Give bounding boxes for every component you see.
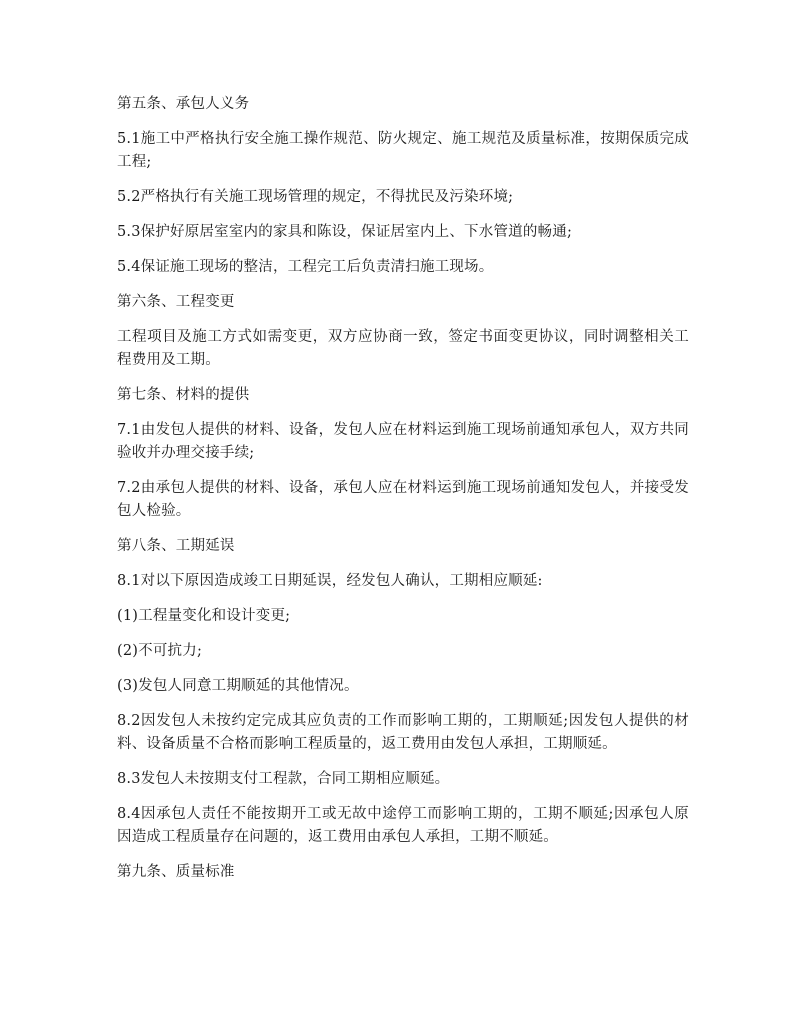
clause-5-3: 5.3保护好原居室室内的家具和陈设，保证居室内上、下水管道的畅通; [117,224,573,240]
clause-8-1-item-3: (3)发包人同意工期顺延的其他情况。 [117,678,359,694]
clause-8-4: 8.4因承包人责任不能按期开工或无故中途停工而影响工期的，工期不顺延;因承包人原因造成工程质量存在问题的，返工费用由承包人承担，工期不顺延。 [117,806,689,845]
section-heading-6: 第六条、工程变更 [117,294,235,310]
clause-8-2: 8.2因发包人未按约定完成其应负责的工作而影响工期的，工期顺延;因发包人提供的材料、设备质量不合格而影响工程质量的，返工费用由发包人承担，工期顺延。 [117,713,689,752]
clause-5-4: 5.4保证施工现场的整洁，工程完工后负责清扫施工现场。 [117,259,494,275]
section-heading-9: 第九条、质量标准 [117,864,235,880]
clause-7-1: 7.1由发包人提供的材料、设备，发包人应在材料运到施工现场前通知承包人，双方共同验收并办理交接手续; [117,422,689,461]
clause-5-1: 5.1施工中严格执行安全施工操作规范、防火规定、施工规范及质量标准，按期保质完成工程; [117,131,689,170]
clause-8-1-item-2: (2)不可抗力; [117,643,203,659]
document-page [117,93,689,896]
clause-8-1: 8.1对以下原因造成竣工日期延误，经发包人确认，工期相应顺延: [117,573,543,589]
section-heading-8: 第八条、工期延误 [117,538,235,554]
clause-6-body: 工程项目及施工方式如需变更，双方应协商一致，签定书面变更协议，同时调整相关工程费用及工期。 [117,329,689,368]
clause-8-1-item-1: (1)工程量变化和设计变更; [117,608,291,624]
clause-7-2: 7.2由承包人提供的材料、设备，承包人应在材料运到施工现场前通知发包人，并接受发包人检验。 [117,480,689,519]
clause-8-3: 8.3发包人未按期支付工程款，合同工期相应顺延。 [117,771,450,787]
section-heading-7: 第七条、材料的提供 [117,387,250,403]
section-heading-5: 第五条、承包人义务 [117,96,250,112]
clause-5-2: 5.2严格执行有关施工现场管理的规定，不得扰民及污染环境; [117,189,514,205]
